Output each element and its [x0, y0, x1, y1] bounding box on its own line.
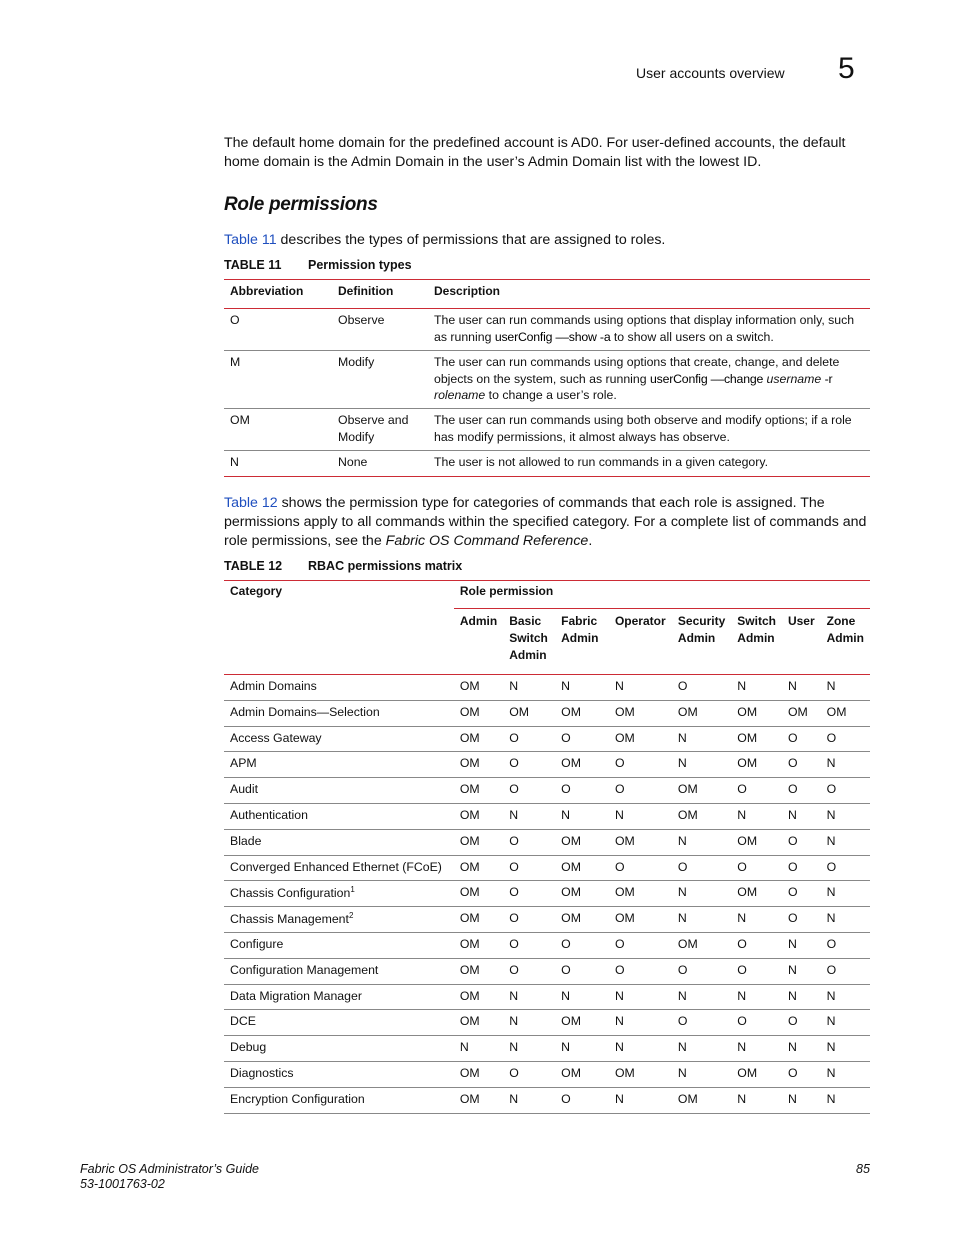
- permission-cell: OM: [737, 756, 758, 771]
- permission-cell: O: [561, 962, 571, 977]
- footnote-marker: 1: [350, 885, 355, 895]
- permission-cell: N: [509, 988, 519, 1003]
- chapter-number: 5: [838, 52, 855, 85]
- permission-cell: OM: [826, 704, 847, 719]
- permission-cell: OM: [459, 1014, 480, 1029]
- category-cell: Admin Domains—Selection: [230, 704, 380, 719]
- permission-cell: O: [826, 782, 837, 797]
- table12-caption: [224, 559, 462, 573]
- permission-cell: N: [826, 833, 836, 848]
- table-row: OM Observe and Modify The user can run commands using both observe and modify options; if a role has modify permissions, it almost always has observe.: [224, 409, 870, 451]
- permission-cell: N: [737, 911, 747, 926]
- command-reference-title: Fabric OS Command Reference: [385, 533, 589, 549]
- permission-cell: N: [826, 807, 836, 822]
- permission-cell: O: [826, 859, 837, 874]
- permission-cell: O: [787, 782, 798, 797]
- rbac-permissions-table: [224, 580, 870, 1114]
- table-row: [224, 803, 870, 829]
- role-header: Security Admin: [672, 609, 731, 675]
- footer-doc-title: Fabric OS Administrator’s Guide: [80, 1162, 259, 1176]
- permission-cell: OM: [737, 704, 758, 719]
- col-header-role-permission: Role permission: [459, 584, 554, 598]
- table-row: [224, 1010, 870, 1036]
- permission-cell: O: [737, 962, 747, 977]
- permission-cell: N: [614, 807, 624, 822]
- permission-cell: N: [677, 756, 687, 771]
- permission-cell: N: [826, 1040, 836, 1055]
- permission-cell: OM: [677, 936, 698, 951]
- footnote-marker: 2: [348, 911, 354, 921]
- permission-cell: N: [614, 1091, 624, 1106]
- permission-cell: N: [614, 988, 624, 1003]
- footer-page-number: 85: [856, 1162, 870, 1176]
- permission-cell: N: [509, 1014, 519, 1029]
- permission-cell: O: [737, 859, 747, 874]
- permission-cell: O: [509, 885, 519, 900]
- permission-cell: OM: [561, 1014, 581, 1029]
- table12-title: RBAC permissions matrix: [308, 559, 463, 573]
- permission-cell: OM: [561, 885, 581, 900]
- table12-header-row: [224, 581, 870, 609]
- permission-cell: N: [737, 1040, 747, 1055]
- category-cell: Audit: [230, 782, 259, 797]
- permission-cell: O: [787, 885, 798, 900]
- permission-cell: OM: [459, 704, 480, 719]
- permission-cell: OM: [737, 730, 758, 745]
- permission-cell: N: [614, 1014, 624, 1029]
- table11-title: Permission types: [308, 258, 412, 272]
- permission-cell: N: [561, 1040, 571, 1055]
- col-header-definition: Definition: [338, 284, 394, 298]
- role-header: Basic Switch Admin: [503, 609, 555, 675]
- permission-cell: OM: [459, 911, 480, 926]
- permission-cell: O: [677, 1014, 688, 1029]
- table11-label: TABLE 11: [224, 258, 282, 272]
- permission-cell: O: [787, 911, 798, 926]
- permission-cell: O: [826, 936, 837, 951]
- permission-cell: N: [509, 1040, 519, 1055]
- permission-cell: OM: [561, 911, 581, 926]
- permission-cell: OM: [561, 1065, 581, 1080]
- permission-cell: N: [787, 1091, 797, 1106]
- category-cell: Authentication: [230, 807, 308, 822]
- permission-cell: OM: [787, 704, 808, 719]
- footer-doc-number: 53-1001763-02: [80, 1177, 165, 1191]
- permission-cell: N: [826, 885, 836, 900]
- permission-cell: N: [561, 988, 571, 1003]
- role-header: Switch Admin: [731, 609, 782, 675]
- category-cell: Diagnostics: [230, 1065, 294, 1080]
- table-row: [224, 1087, 870, 1113]
- permission-cell: N: [826, 1014, 836, 1029]
- category-cell: Access Gateway: [230, 730, 322, 745]
- permission-cell: N: [826, 1091, 836, 1106]
- col-header-description: Description: [434, 284, 501, 298]
- table-row: [224, 984, 870, 1010]
- category-cell: Data Migration Manager: [230, 988, 362, 1003]
- permission-cell: O: [787, 833, 798, 848]
- permission-cell: N: [509, 807, 519, 822]
- permission-cell: OM: [614, 885, 635, 900]
- role-header: Admin: [454, 609, 503, 675]
- permission-cell: N: [509, 1091, 519, 1106]
- permission-cell: O: [787, 730, 798, 745]
- permission-cell: OM: [614, 1065, 635, 1080]
- permission-cell: O: [737, 782, 747, 797]
- permission-cell: N: [614, 679, 624, 693]
- table-row: [224, 907, 870, 933]
- permission-cell: N: [737, 679, 747, 693]
- running-header-title: User accounts overview: [636, 65, 785, 81]
- table-row: [224, 1036, 870, 1062]
- category-cell: DCE: [230, 1014, 256, 1029]
- permission-cell: O: [614, 859, 625, 874]
- permission-cell: N: [509, 679, 519, 693]
- table-row: [224, 778, 870, 804]
- permission-cell: OM: [459, 807, 480, 822]
- permission-cell: N: [459, 1040, 469, 1055]
- permission-cell: O: [614, 936, 625, 951]
- category-cell: Configuration Management: [230, 962, 379, 977]
- permission-cell: O: [561, 730, 571, 745]
- permission-cell: O: [614, 756, 625, 771]
- role-header: User: [782, 609, 821, 675]
- permission-cell: O: [561, 1091, 571, 1106]
- permission-cell: OM: [737, 1065, 758, 1080]
- permission-cell: O: [561, 782, 571, 797]
- permission-cell: N: [561, 679, 571, 693]
- role-header: Zone Admin: [821, 609, 870, 675]
- permission-cell: O: [737, 936, 747, 951]
- permission-cell: N: [787, 807, 797, 822]
- table-row: [224, 855, 870, 881]
- permission-cell: N: [826, 988, 836, 1003]
- permission-cell: OM: [737, 833, 758, 848]
- table12-reference-paragraph: Table 12 shows the permission type for categories of commands that each role is assigned. The permissions apply to all commands within the specified category. For a complete list of commands and role permissions, see the Fabric OS Command Reference.: [224, 495, 867, 549]
- category-cell: Converged Enhanced Ethernet (FCoE): [230, 859, 442, 874]
- permission-cell: O: [509, 782, 519, 797]
- permission-cell: N: [614, 1040, 624, 1055]
- permission-cell: O: [561, 936, 571, 951]
- col-header-abbreviation: Abbreviation: [230, 284, 304, 298]
- permission-cell: N: [677, 1065, 687, 1080]
- permission-types-table: [224, 279, 870, 477]
- permission-cell: OM: [614, 833, 635, 848]
- permission-cell: N: [737, 988, 747, 1003]
- permission-cell: N: [677, 833, 687, 848]
- category-cell: Chassis Management$^2$: [230, 911, 354, 927]
- table12-link[interactable]: Table 12: [224, 495, 278, 511]
- permission-cell: OM: [509, 704, 530, 719]
- permission-cell: N: [787, 1040, 797, 1055]
- table-row: [224, 932, 870, 958]
- table11-link[interactable]: Table 11: [224, 232, 277, 248]
- permission-cell: N: [737, 1091, 747, 1106]
- table-row: N None The user is not allowed to run commands in a given category.: [224, 451, 870, 477]
- permission-cell: OM: [459, 988, 480, 1003]
- category-cell: APM: [230, 756, 257, 771]
- permission-cell: O: [677, 679, 688, 693]
- permission-cell: O: [509, 859, 519, 874]
- table12-label: TABLE 12: [224, 559, 283, 573]
- permission-cell: OM: [459, 1065, 480, 1080]
- permission-cell: N: [787, 988, 797, 1003]
- permission-cell: N: [677, 988, 687, 1003]
- table-row: [224, 881, 870, 907]
- table-row: [224, 829, 870, 855]
- permission-cell: OM: [561, 833, 581, 848]
- role-header: Operator: [609, 609, 672, 675]
- permission-cell: O: [677, 859, 688, 874]
- permission-cell: N: [826, 1065, 836, 1080]
- permission-cell: OM: [459, 1091, 480, 1106]
- permission-cell: OM: [561, 704, 581, 719]
- permission-cell: N: [737, 807, 747, 822]
- permission-cell: N: [677, 885, 687, 900]
- table11-reference-paragraph: Table 11 describes the types of permissions that are assigned to roles.: [224, 232, 666, 248]
- permission-cell: O: [787, 859, 798, 874]
- permission-cell: N: [677, 911, 687, 926]
- permission-cell: OM: [459, 833, 480, 848]
- permission-cell: OM: [677, 807, 698, 822]
- permission-cell: O: [614, 782, 625, 797]
- permission-cell: O: [614, 962, 625, 977]
- permission-cell: OM: [459, 936, 480, 951]
- table11-header-row: [224, 280, 870, 309]
- permission-cell: OM: [561, 859, 581, 874]
- permission-cell: O: [509, 756, 519, 771]
- table-row: O Observe The user can run commands using options that display information only, such as running userConfig ––show -a to show all users on a switch.: [224, 309, 870, 351]
- permission-cell: OM: [614, 911, 635, 926]
- permission-cell: N: [787, 962, 797, 977]
- permission-cell: OM: [459, 756, 480, 771]
- permission-cell: O: [826, 962, 837, 977]
- table-row: [224, 752, 870, 778]
- permission-cell: O: [509, 911, 519, 926]
- category-cell: Debug: [230, 1040, 267, 1055]
- permission-cell: N: [787, 936, 797, 951]
- permission-cell: OM: [614, 730, 635, 745]
- category-cell: Encryption Configuration: [230, 1091, 365, 1106]
- permission-cell: OM: [459, 782, 480, 797]
- permission-cell: OM: [459, 962, 480, 977]
- permission-cell: O: [826, 730, 837, 745]
- permission-cell: O: [509, 936, 519, 951]
- permission-cell: O: [677, 962, 688, 977]
- permission-cell: N: [677, 1040, 687, 1055]
- intro-paragraph: The default home domain for the predefined account is AD0. For user-defined accounts, the default home domain is the Admin Domain in the user’s Admin Domain list with the lowest ID.: [224, 135, 846, 170]
- permission-cell: OM: [459, 730, 480, 745]
- table-row: M Modify The user can run commands using options that create, change, and delete objects on the system, such as running userConfig ––change username -r rolename to change a user’s role.: [224, 351, 870, 409]
- table-row: [224, 675, 870, 701]
- permission-cell: O: [737, 1014, 747, 1029]
- col-header-category: Category: [230, 584, 283, 598]
- permission-cell: OM: [677, 704, 698, 719]
- permission-cell: O: [509, 730, 519, 745]
- category-cell: Configure: [230, 936, 284, 951]
- permission-cell: N: [826, 911, 836, 926]
- permission-cell: N: [826, 679, 836, 693]
- permission-cell: OM: [459, 885, 480, 900]
- role-header: Fabric Admin: [555, 609, 609, 675]
- category-cell: Admin Domains: [230, 679, 317, 693]
- permission-cell: O: [787, 1014, 798, 1029]
- section-title: Role permissions: [224, 194, 378, 215]
- table-row: [224, 700, 870, 726]
- table-row: [224, 726, 870, 752]
- permission-cell: N: [787, 679, 797, 693]
- permission-cell: OM: [737, 885, 758, 900]
- category-cell: Blade: [230, 833, 262, 848]
- table11-caption: [224, 258, 412, 272]
- category-cell: Chassis Configuration$^1$: [230, 885, 355, 901]
- permission-cell: OM: [677, 782, 698, 797]
- permission-cell: OM: [459, 859, 480, 874]
- permission-cell: O: [509, 962, 519, 977]
- permission-cell: O: [787, 1065, 798, 1080]
- permission-cell: OM: [614, 704, 635, 719]
- permission-cell: O: [509, 1065, 519, 1080]
- permission-cell: N: [826, 756, 836, 771]
- table-row: [224, 958, 870, 984]
- permission-cell: N: [677, 730, 687, 745]
- permission-cell: O: [787, 756, 798, 771]
- permission-cell: OM: [561, 756, 581, 771]
- permission-cell: OM: [677, 1091, 698, 1106]
- permission-cell: O: [509, 833, 519, 848]
- permission-cell: N: [561, 807, 571, 822]
- table-row: [224, 1061, 870, 1087]
- permission-cell: OM: [459, 679, 480, 693]
